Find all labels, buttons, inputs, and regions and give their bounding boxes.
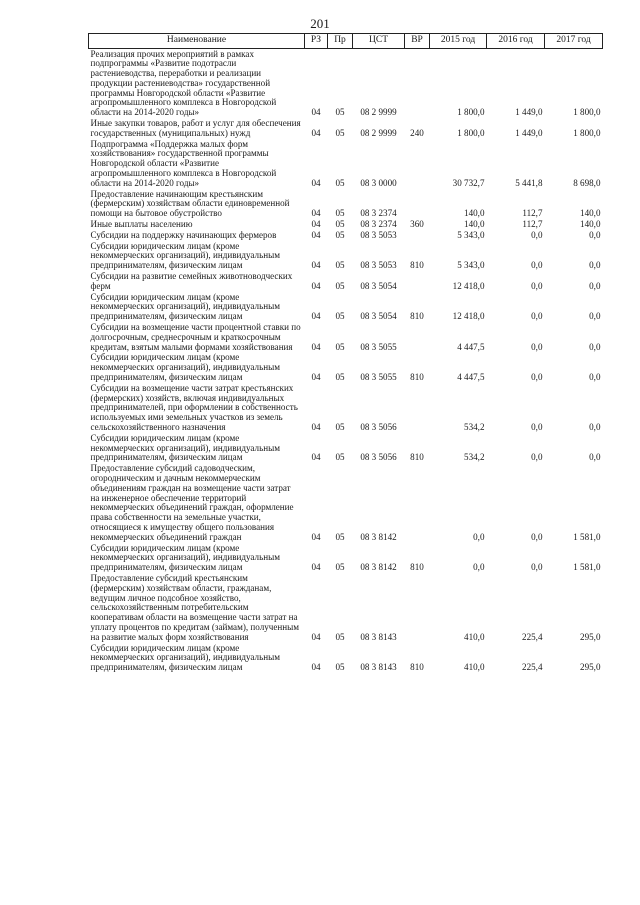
row-vr [405, 230, 430, 241]
row-2017: 295,0 [580, 631, 601, 642]
row-vr: 810 [410, 452, 424, 463]
row-rz: 04 [311, 107, 321, 118]
row-2015: 1 800,0 [457, 107, 485, 118]
row-name: Иные закупки товаров, работ и услуг для обеспечения государственных (муниципальных) нужд [90, 118, 301, 138]
row-rz: 04 [311, 127, 321, 138]
row-rz: 04 [311, 341, 321, 352]
row-2017: 295,0 [580, 662, 601, 673]
row-2015: 4 447,5 [457, 372, 485, 382]
table-row [89, 383, 603, 433]
row-2017: 140,0 [580, 208, 601, 219]
table-row [89, 573, 603, 643]
row-name: Субсидии юридическим лицам (кроме некоммерческих организаций), индивидуальным предпринимателям, физическим лицам [90, 432, 280, 463]
row-2015: 30 732,7 [452, 177, 485, 188]
table-header [89, 34, 603, 49]
row-rz: 04 [311, 421, 321, 432]
row-cst: 08 3 8142 [360, 562, 397, 573]
table-row [89, 543, 603, 573]
row-2017: 1 581,0 [573, 562, 601, 573]
row-name: Субсидии юридическим лицам (кроме некоммерческих организаций), индивидуальным предпринимателям, физическим лицам [90, 352, 280, 382]
row-vr: 810 [410, 260, 424, 271]
table-row [89, 292, 603, 322]
row-name: Реализация прочих мероприятий в рамках подпрограммы «Развитие подотрасли растениеводства, переработки и реализации продукции растениеводства» государственной программы Новгородской области «Развитие агропромышленного комплекса в Новгородской области на 2014-2020 годы» [90, 48, 277, 118]
budget-table [88, 33, 603, 673]
row-2016: 0,0 [531, 372, 543, 382]
table-row [89, 230, 603, 241]
row-2015: 410,0 [464, 631, 485, 642]
row-rz: 04 [311, 631, 321, 642]
row-rz: 04 [311, 219, 321, 230]
row-rz: 04 [311, 562, 321, 573]
row-2017: 8 698,0 [573, 177, 601, 188]
row-name: Предоставление субсидий крестьянским (фермерским) хозяйствам области, гражданам, ведущим личное подсобное хозяйство, сельскохозяйственным потребительским кооперативам области на возмещение части затрат на уплату процентов по кредитам (займам), полученным на развитие малых форм хозяйствования [90, 572, 300, 642]
row-2015: 5 343,0 [457, 229, 485, 240]
table-row [89, 49, 603, 119]
row-cst: 08 3 5053 [360, 260, 397, 271]
row-2016: 0,0 [531, 562, 543, 573]
row-pr: 05 [335, 562, 345, 573]
page-number: 201 [310, 16, 330, 31]
row-2015: 4 447,5 [457, 341, 485, 352]
row-2017: 1 800,0 [573, 127, 601, 138]
row-2015: 12 418,0 [452, 311, 485, 322]
row-2017: 0,0 [589, 280, 601, 291]
table-row [89, 433, 603, 463]
row-cst: 08 2 9999 [360, 107, 397, 118]
row-2017: 0,0 [589, 421, 601, 432]
row-rz: 04 [311, 372, 321, 382]
row-2016: 5 441,8 [515, 177, 543, 188]
row-2017: 0,0 [589, 260, 601, 271]
table-row [89, 220, 603, 231]
row-name: Субсидии юридическим лицам (кроме некоммерческих организаций), индивидуальным предпринимателям, физическим лицам [90, 240, 280, 271]
row-2016: 0,0 [531, 260, 543, 271]
row-vr [405, 139, 430, 189]
row-vr [405, 272, 430, 293]
row-name: Субсидии на возмещение части процентной ставки по долгосрочным, среднесрочным и краткосрочным кредитам, взятым малыми формами хозяйствования [90, 322, 301, 352]
row-vr: 240 [410, 127, 424, 138]
row-pr: 05 [335, 631, 345, 642]
row-rz: 04 [311, 311, 321, 322]
row-pr: 05 [335, 341, 345, 352]
row-name: Субсидии на поддержку начинающих фермеров [90, 229, 277, 240]
row-2016: 0,0 [531, 531, 543, 542]
row-pr: 05 [335, 452, 345, 463]
row-cst: 08 3 5056 [360, 452, 397, 463]
row-2017: 0,0 [589, 229, 601, 240]
row-rz: 04 [311, 531, 321, 542]
table-body [89, 49, 603, 674]
header-rz: РЗ [305, 34, 328, 49]
row-pr: 05 [335, 421, 345, 432]
row-2015: 1 800,0 [457, 127, 485, 138]
row-pr: 05 [335, 127, 345, 138]
row-2015: 0,0 [473, 562, 485, 573]
row-cst: 08 3 8143 [360, 662, 397, 673]
row-cst: 08 3 5054 [360, 311, 397, 322]
header-2017: 2017 год [545, 34, 603, 49]
row-2015: 410,0 [464, 662, 485, 673]
row-2015: 534,2 [464, 421, 485, 432]
row-cst: 08 3 5054 [360, 280, 397, 291]
header-2015: 2015 год [430, 34, 487, 49]
row-rz: 04 [311, 452, 321, 463]
row-2016: 112,7 [522, 208, 543, 219]
row-pr: 05 [335, 372, 345, 382]
row-2015: 12 418,0 [452, 280, 485, 291]
row-2016: 0,0 [531, 311, 543, 322]
row-rz: 04 [311, 229, 321, 240]
row-vr: 810 [410, 311, 424, 322]
row-vr [405, 189, 430, 219]
row-2016: 225,4 [522, 631, 543, 642]
row-pr: 05 [335, 219, 345, 230]
table-row [89, 323, 603, 353]
row-2015: 140,0 [464, 219, 485, 230]
row-name: Предоставление субсидий садоводческим, огородническим и дачным некоммерческим объединениям граждан на возмещение части затрат на инженерное обеспечение территорий некоммерческих объединений граждан, оформление права собственности на земельные участки, относящиеся к имуществу общего пользования некоммерческих объединений граждан [90, 463, 294, 542]
row-pr: 05 [335, 260, 345, 271]
row-cst: 08 3 2374 [360, 208, 397, 219]
row-pr: 05 [335, 311, 345, 322]
row-2017: 1 581,0 [573, 531, 601, 542]
row-2015: 534,2 [464, 452, 485, 463]
row-rz: 04 [311, 177, 321, 188]
table-row [89, 272, 603, 293]
table-row [89, 189, 603, 219]
header-2016: 2016 год [487, 34, 545, 49]
row-vr: 810 [410, 662, 424, 673]
row-2016: 1 449,0 [515, 127, 543, 138]
row-2017: 0,0 [589, 311, 601, 322]
row-name: Субсидии на возмещение части затрат крестьянских (фермерских) хозяйств, включая индивидуальных предпринимателей, при оформлении в собственность используемых ими земельных участков из земель сельскохозяйственного назначения [90, 382, 298, 432]
row-name: Субсидии юридическим лицам (кроме некоммерческих организаций), индивидуальным предпринимателям, физическим лицам [90, 542, 280, 573]
row-rz: 04 [311, 260, 321, 271]
row-cst: 08 3 5056 [360, 421, 397, 432]
row-vr [405, 383, 430, 433]
row-cst: 08 3 8143 [360, 631, 397, 642]
row-pr: 05 [335, 208, 345, 219]
row-cst: 08 3 5053 [360, 229, 397, 240]
row-name: Подпрограмма «Поддержка малых форм хозяйствования» государственной программы Новгородской области «Развитие агропромышленного комплекса в Новгородской области на 2014-2020 годы» [90, 138, 277, 188]
table-row [89, 119, 603, 140]
row-pr: 05 [335, 531, 345, 542]
row-vr: 810 [410, 372, 424, 382]
header-vr: ВР [405, 34, 430, 49]
row-2017: 140,0 [580, 219, 601, 230]
row-name: Предоставление начинающим крестьянским (фермерским) хозяйствам области единовременной помощи на бытовое обустройство [90, 188, 290, 219]
header-row [89, 34, 603, 49]
row-2015: 140,0 [464, 208, 485, 219]
row-vr: 810 [410, 562, 424, 573]
table-row [89, 139, 603, 189]
row-name: Иные выплаты населению [90, 219, 193, 230]
table-row [89, 353, 603, 383]
row-name: Субсидии юридическим лицам (кроме некоммерческих организаций), индивидуальным предпринимателям, физическим лицам [90, 291, 280, 322]
row-cst: 08 2 9999 [360, 127, 397, 138]
table-row [89, 464, 603, 543]
row-vr [405, 464, 430, 543]
row-rz: 04 [311, 662, 321, 673]
row-cst: 08 3 2374 [360, 219, 397, 230]
row-2016: 0,0 [531, 280, 543, 291]
row-2016: 225,4 [522, 662, 543, 673]
header-pr: Пр [328, 34, 353, 49]
table-row [89, 241, 603, 271]
row-pr: 05 [335, 229, 345, 240]
row-cst: 08 3 0000 [360, 177, 397, 188]
row-cst: 08 3 5055 [360, 372, 397, 382]
row-2016: 0,0 [531, 421, 543, 432]
row-rz: 04 [311, 280, 321, 291]
row-2016: 1 449,0 [515, 107, 543, 118]
row-cst: 08 3 5055 [360, 341, 397, 352]
row-name: Субсидии на развитие семейных животноводческих ферм [90, 271, 293, 291]
row-2017: 0,0 [589, 452, 601, 463]
row-2016: 0,0 [531, 341, 543, 352]
header-cst: ЦСТ [353, 34, 405, 49]
header-name: Наименование [89, 34, 305, 49]
row-2016: 0,0 [531, 452, 543, 463]
row-vr: 360 [410, 219, 424, 230]
row-2016: 0,0 [531, 229, 543, 240]
row-2015: 5 343,0 [457, 260, 485, 271]
row-2017: 0,0 [589, 341, 601, 352]
row-pr: 05 [335, 107, 345, 118]
row-2017: 1 800,0 [573, 107, 601, 118]
row-rz: 04 [311, 208, 321, 219]
row-cst: 08 3 8142 [360, 531, 397, 542]
row-pr: 05 [335, 177, 345, 188]
row-pr: 05 [335, 280, 345, 291]
table-row [89, 643, 603, 673]
row-vr [405, 323, 430, 353]
row-vr [405, 573, 430, 643]
row-2017: 0,0 [589, 372, 601, 382]
row-2016: 112,7 [522, 219, 543, 230]
row-vr [405, 49, 430, 119]
row-name: Субсидии юридическим лицам (кроме некоммерческих организаций), индивидуальным предпринимателям, физическим лицам [90, 642, 280, 673]
row-2015: 0,0 [473, 531, 485, 542]
row-pr: 05 [335, 662, 345, 673]
